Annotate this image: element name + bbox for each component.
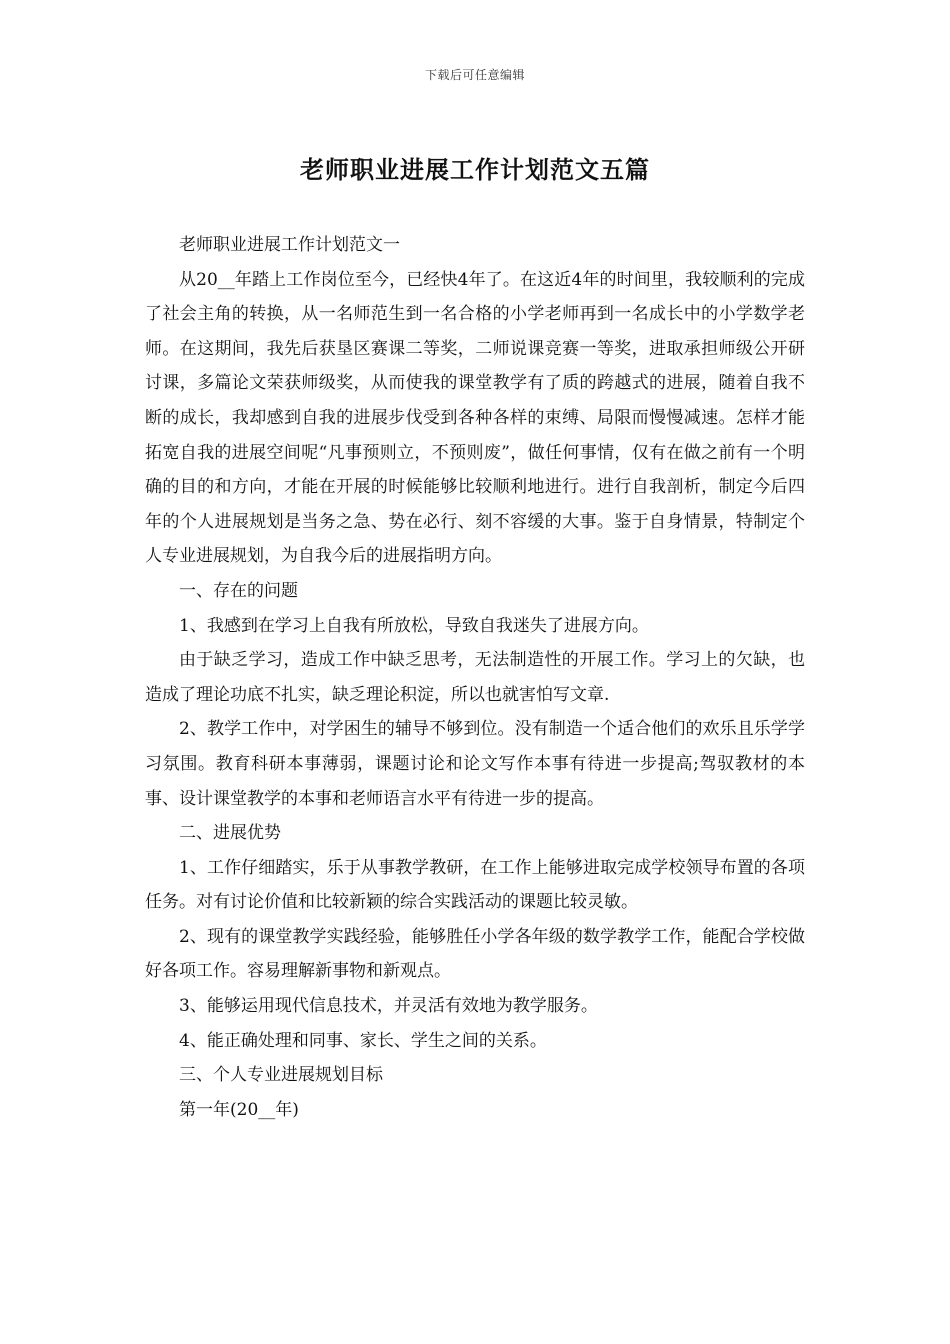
paragraph: 1、工作仔细踏实，乐于从事教学教研，在工作上能够进取完成学校领导布置的各项任务。对有讨论价值和比较新颖的综合实践活动的课题比较灵敏。 [145,857,805,913]
document-body [145,228,805,1127]
paragraph: 2、现有的课堂教学实践经验，能够胜任小学各年级的数学教学工作，能配合学校做好各项工作。容易理解新事物和新观点。 [145,926,805,982]
section-heading: 老师职业进展工作计划范文一 [179,235,400,255]
paragraph: 1、我感到在学习上自我有所放松，导致自我迷失了进展方向。 [179,615,649,636]
section-heading: 三、个人专业进展规划目标 [179,1065,383,1086]
section-heading: 二、进展优势 [179,823,281,844]
header-note: 下载后可任意编辑 [424,68,525,82]
paragraph: 从20__年踏上工作岗位至今，已经快4年了。在这近4年的时间里，我较顺利的完成了社会主角的转换，从一名师范生到一名合格的小学老师再到一名成长中的小学数学老师。在这期间，我先后获垦区赛课二等奖，二师说课竞赛一等奖，进取承担师级公开研讨课，多篇论文荣获师级奖，从而使我的课堂教学有了质的跨越式的进展，随着自我不断的成长，我却感到自我的进展步伐受到各种各样的束缚、局限而慢慢减速。怎样才能拓宽自我的进展空间呢“凡事预则立，不预则废”，做任何事情，仅有在做之前有一个明确的目的和方向，才能在开展的时候能够比较顺利地进行。进行自我剖析，制定今后四年的个人进展规划是当务之急、势在必行、刻不容缓的大事。鉴于自身情景，特制定个人专业进展规划，为自我今后的进展指明方向。 [145,269,805,567]
paragraph: 3、能够运用现代信息技术，并灵活有效地为教学服务。 [179,996,598,1017]
paragraph: 4、能正确处理和同事、家长、学生之间的关系。 [179,1030,547,1051]
document-title: 老师职业进展工作计划范文五篇 [300,155,650,184]
section-heading: 一、存在的问题 [179,580,298,601]
paragraph: 2、教学工作中，对学困生的辅导不够到位。没有制造一个适合他们的欢乐且乐学学习氛围。教育科研本事薄弱，课题讨论和论文写作本事有待进一步提高;驾驭教材的本事、设计课堂教学的本事和老师语言水平有待进一步的提高。 [145,719,805,809]
paragraph: 第一年(20__年) [179,1099,299,1120]
paragraph: 由于缺乏学习，造成工作中缺乏思考，无法制造性的开展工作。学习上的欠缺，也造成了理论功底不扎实，缺乏理论积淀，所以也就害怕写文章. [145,650,805,705]
